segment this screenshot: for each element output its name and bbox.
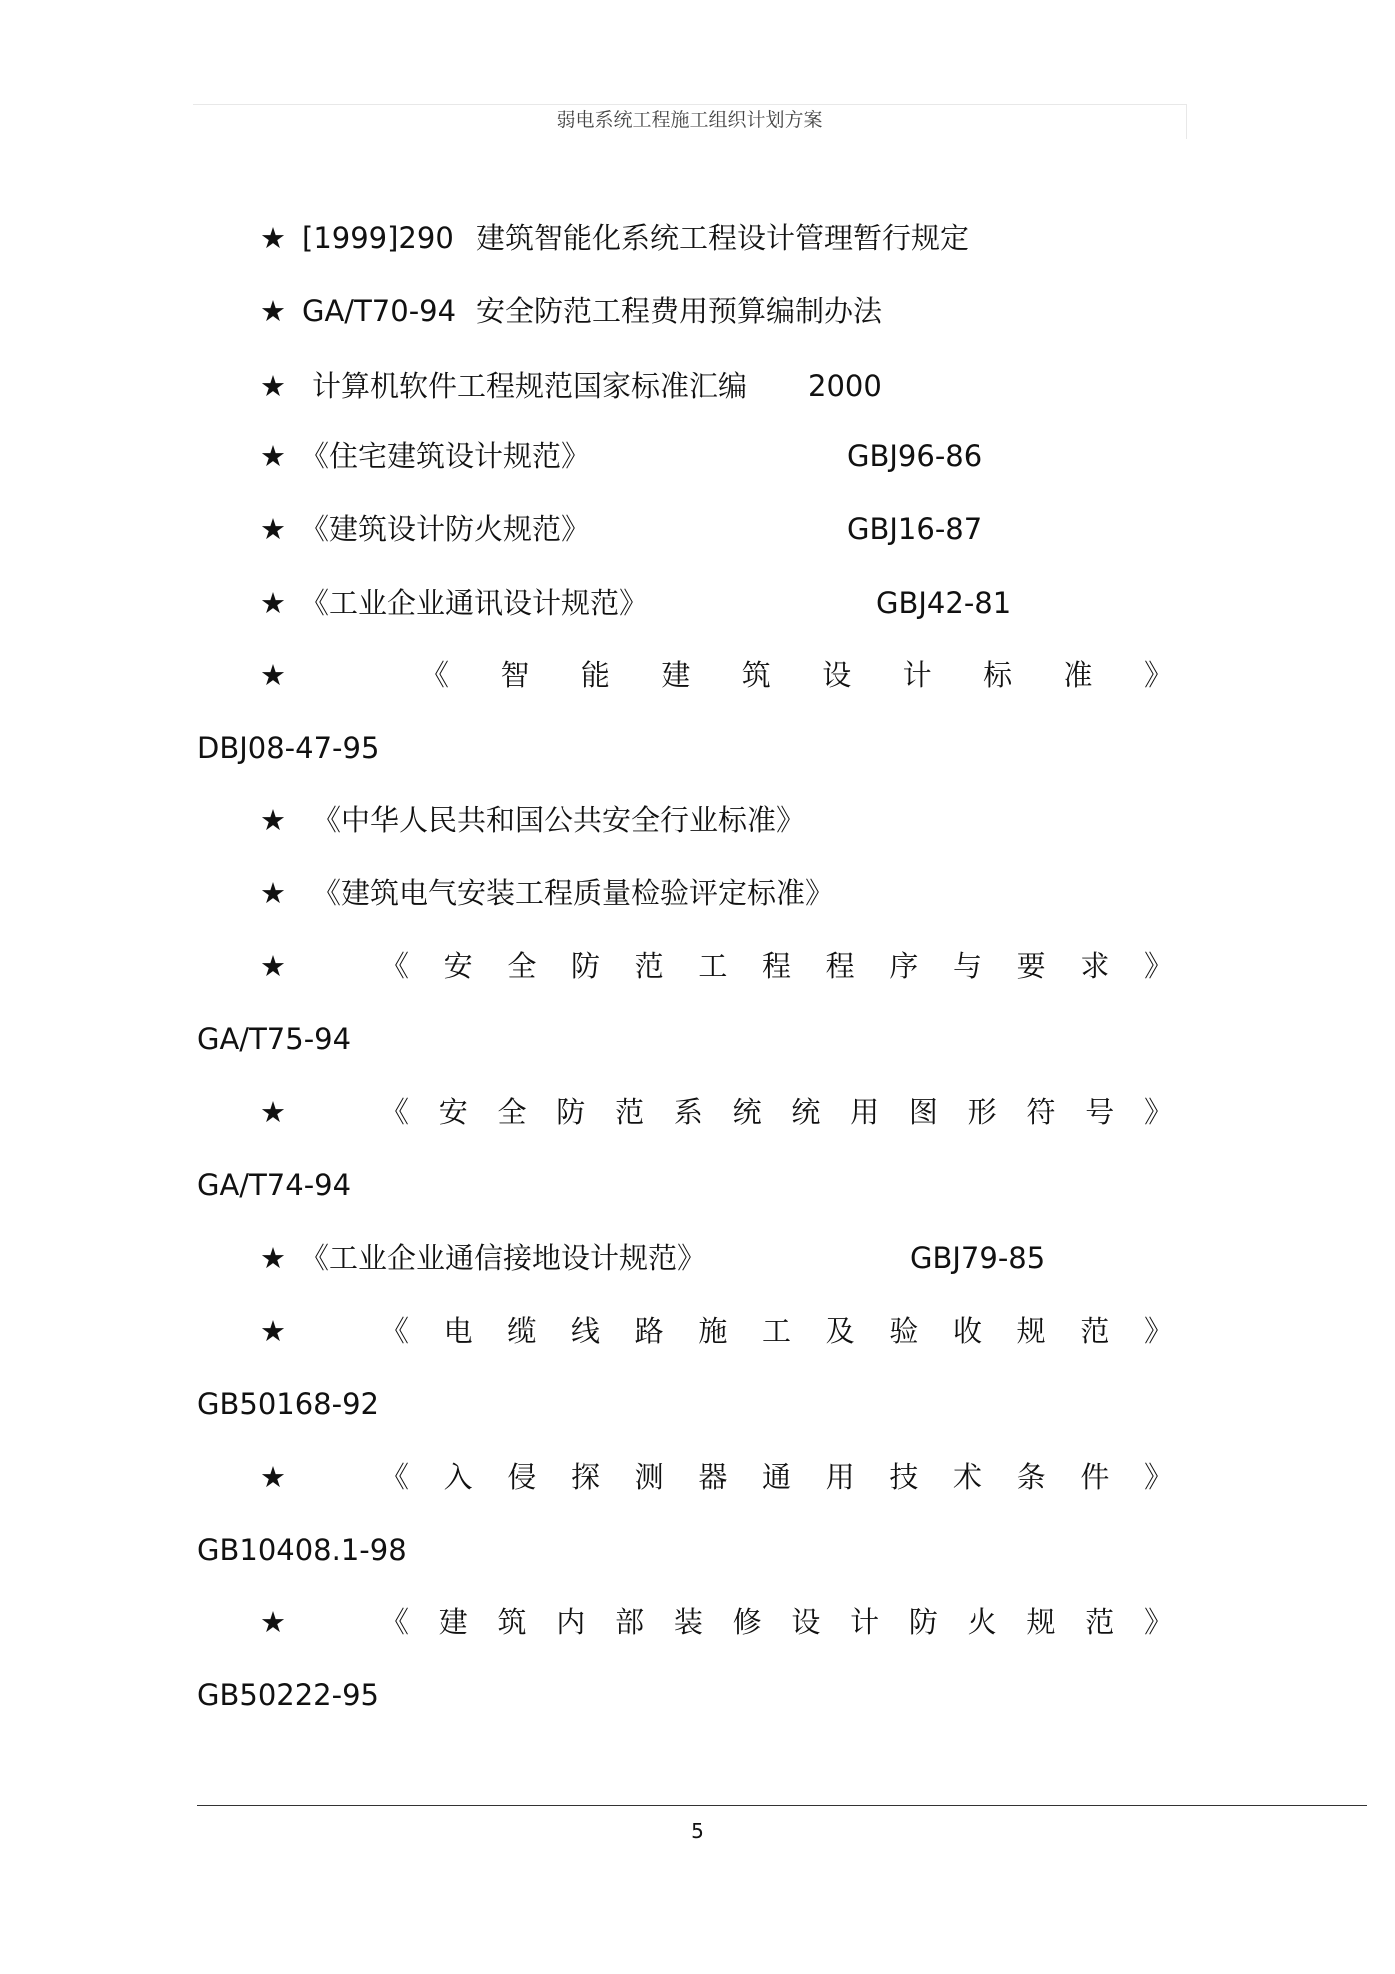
standard-code: GA/T70-94 [302,294,457,328]
standard-code: [1999]290 [302,221,454,255]
standard-title: 《建筑内部装修设计防火规范》 [380,1605,1175,1639]
bullet-star-icon: ★ [260,294,286,328]
bullet-star-icon: ★ [260,586,286,620]
standard-title: 《安全防范系统统用图形符号》 [380,1095,1175,1129]
standard-code: GBJ96-86 [847,439,983,473]
standard-code: GB50222-95 [197,1678,379,1712]
standard-code: GB10408.1-98 [197,1533,407,1567]
bullet-star-icon: ★ [260,1241,286,1275]
standard-title: 《工业企业通讯设计规范》 [300,586,649,620]
standard-title: 《住宅建筑设计规范》 [300,439,591,473]
bullet-star-icon: ★ [260,1095,286,1129]
bullet-star-icon: ★ [260,949,286,983]
bullet-star-icon: ★ [260,658,286,692]
standard-code: GB50168-92 [197,1387,379,1421]
bullet-star-icon: ★ [260,221,286,255]
standard-code: DBJ08-47-95 [197,731,380,765]
bullet-star-icon: ★ [260,1314,286,1348]
standard-code: GBJ42-81 [876,586,1012,620]
bullet-star-icon: ★ [260,1605,286,1639]
standard-title: 《智能建筑设计标准》 [420,658,1175,692]
standard-title: 《中华人民共和国公共安全行业标准》 [312,803,806,837]
bullet-star-icon: ★ [260,803,286,837]
standard-code: GBJ79-85 [910,1241,1046,1275]
standard-code: GA/T75-94 [197,1022,352,1056]
standard-title: 《安全防范工程程序与要求》 [380,949,1175,983]
standard-code: GBJ16-87 [847,512,983,546]
standard-title: 《建筑设计防火规范》 [300,512,591,546]
bullet-star-icon: ★ [260,369,286,403]
standard-title: 安全防范工程费用预算编制办法 [476,294,883,328]
standard-title: 《电缆线路施工及验收规范》 [380,1314,1175,1348]
standard-title: 《工业企业通信接地设计规范》 [300,1241,707,1275]
standard-code: GA/T74-94 [197,1168,352,1202]
header-title: 弱电系统工程施工组织计划方案 [556,109,823,131]
standard-title: 《入侵探测器通用技术条件》 [380,1460,1175,1494]
bullet-star-icon: ★ [260,439,286,473]
bullet-star-icon: ★ [260,876,286,910]
standard-title: 计算机软件工程规范国家标准汇编 [312,369,748,403]
page-number: 5 [691,1819,704,1843]
standard-title: 《建筑电气安装工程质量检验评定标准》 [312,876,835,910]
standard-code: 2000 [808,369,882,403]
page-header [193,104,1187,139]
standard-title: 建筑智能化系统工程设计管理暂行规定 [476,221,970,255]
bullet-star-icon: ★ [260,512,286,546]
footer-divider [197,1805,1367,1806]
bullet-star-icon: ★ [260,1460,286,1494]
